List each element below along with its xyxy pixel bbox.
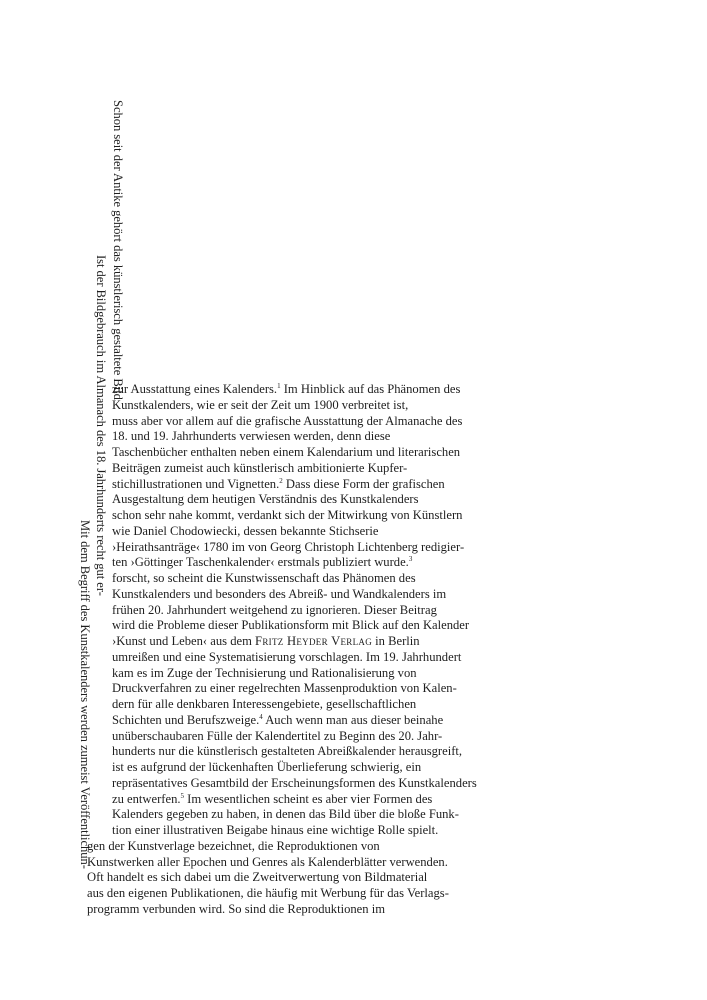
- text-line: [112, 414, 462, 429]
- vertical-text-line-1: Schon seit der Antike gehört das künstlerisch gestaltete Bild: [111, 100, 125, 400]
- text-segment: Taschenbücher enthalten neben einem Kalendarium und literarischen: [112, 445, 461, 459]
- text-segment: frühen 20. Jahrhundert weitgehend zu ignorieren. Dieser Beitrag: [112, 602, 437, 617]
- text-segment: Ausgestaltung dem heutigen Verständnis des Kunstkalenders: [112, 492, 419, 507]
- text-line: [112, 461, 407, 476]
- vertical-text-line-2: Ist der Bildgebrauch im Almanach des 18. Jahrhunderts recht gut er-: [94, 255, 108, 596]
- text-segment: schon sehr nahe kommt, verdankt sich der Mitwirkung von Künstlern: [112, 508, 463, 522]
- text-line: [112, 650, 461, 665]
- text-line: [112, 618, 469, 633]
- text-line: [112, 429, 390, 444]
- footnote-marker: 1: [277, 382, 281, 390]
- text-line: [87, 902, 385, 917]
- text-segment: unüberschaubaren Fülle der Kalendertitel zu Beginn des 20. Jahr-: [112, 728, 443, 743]
- text-line: [112, 587, 446, 602]
- text-segment: Auch wenn man aus dieser beinahe: [262, 712, 444, 727]
- text-line: [112, 398, 408, 413]
- text-segment: Oft handelt es sich dabei um die Zweitverwertung von Bildmaterial: [87, 870, 428, 885]
- text-line: [112, 823, 438, 838]
- text-segment: gen der Kunstverlage bezeichnet, die Reproduktionen von: [87, 838, 380, 853]
- text-line: [112, 445, 460, 460]
- text-segment: Im Hinblick auf das Phänomen des: [280, 382, 461, 396]
- text-segment: in Berlin: [372, 634, 420, 648]
- vertical-text-line-3: Mit dem Begriff des Kunstkalenders werden zumeist Veröffentlichun-: [78, 520, 92, 869]
- text-segment: Kalenders gegeben zu haben, in denen das Bild über die bloße Funk-: [112, 807, 459, 822]
- text-segment: Kunstkalenders und besonders des Abreiß- und Wandkalenders im: [112, 586, 447, 601]
- text-segment: umreißen und eine Systematisierung vorschlagen. Im 19. Jahrhundert: [112, 649, 462, 664]
- text-segment: Kunstkalenders, wie er seit der Zeit um 1900 verbreitet ist,: [112, 397, 409, 412]
- text-line: [112, 571, 416, 586]
- text-line: [112, 776, 477, 791]
- text-line: [112, 713, 443, 728]
- footnote-marker: 3: [408, 555, 413, 564]
- text-line: [112, 697, 416, 712]
- text-segment: tion einer illustrativen Beigabe hinaus eine wichtige Rolle spielt.: [112, 823, 439, 837]
- text-segment: stichillustrationen und Vignetten.: [112, 476, 280, 491]
- footnote-marker: 4: [259, 712, 263, 721]
- text-line: [112, 603, 437, 618]
- text-segment: forscht, so scheint die Kunstwissenschaft das Phänomen des: [112, 571, 416, 585]
- text-line: [112, 555, 412, 570]
- text-segment: ten ›Göttinger Taschenkalender‹ erstmals publiziert wurde.: [112, 555, 409, 570]
- text-line: [112, 540, 464, 555]
- text-line: [112, 477, 445, 492]
- text-segment: ›Kunst und Leben‹ aus dem: [112, 634, 256, 648]
- text-segment: hunderts nur die künstlerisch gestalteten Abreißkalender herausgreift,: [112, 744, 463, 759]
- text-segment: ist es aufgrund der lückenhaften Überlieferung schwierig, ein: [112, 760, 422, 774]
- text-segment: wie Daniel Chodowiecki, dessen bekannte Stichserie: [112, 523, 379, 538]
- text-line: [87, 886, 449, 901]
- text-segment: Beiträgen zumeist auch künstlerisch ambitionierte Kupfer-: [112, 460, 408, 475]
- text-line: [112, 760, 421, 775]
- footnote-marker: 2: [279, 476, 283, 485]
- text-segment: Schichten und Berufszweige.: [112, 712, 260, 727]
- text-line: [112, 666, 417, 681]
- text-segment: Im wesentlichen scheint es aber vier Formen des: [184, 791, 433, 806]
- text-line: [112, 807, 459, 822]
- text-line: [112, 382, 460, 397]
- text-segment: Dass diese Form der grafischen: [282, 476, 445, 491]
- text-segment: aus den eigenen Publikationen, die häufig mit Werbung für das Verlags-: [87, 886, 449, 900]
- text-segment: zur Ausstattung eines Kalenders.: [112, 382, 278, 396]
- text-segment: programm verbunden wird. So sind die Reproduktionen im: [87, 901, 386, 916]
- text-line: [112, 792, 432, 807]
- text-segment: ›Heirathsanträge‹ 1780 im von Georg Christoph Lichtenberg redigier-: [112, 539, 465, 554]
- text-segment: zu entwerfen.: [112, 791, 181, 806]
- text-segment: wird die Probleme dieser Publikationsform mit Blick auf den Kalender: [112, 618, 470, 633]
- text-segment: dern für alle denkbaren Interessengebiete, gesellschaftlichen: [112, 697, 417, 711]
- text-line: [112, 681, 457, 696]
- text-segment: kam es im Zuge der Technisierung und Rationalisierung von: [112, 665, 417, 680]
- text-segment: repräsentatives Gesamtbild der Erscheinungsformen des Kunstkalenders: [112, 775, 477, 790]
- text-line: [87, 870, 427, 885]
- text-segment: Druckverfahren zu einer regelrechten Massenproduktion von Kalen-: [112, 681, 457, 696]
- text-line: [112, 634, 420, 649]
- publisher-name: Fritz Heyder Verlag: [255, 634, 372, 648]
- text-segment: 18. und 19. Jahrhunderts verwiesen werden, denn diese: [112, 429, 391, 444]
- text-line: [112, 524, 379, 539]
- text-line: [112, 508, 462, 523]
- text-segment: muss aber vor allem auf die grafische Ausstattung der Almanache des: [112, 413, 463, 428]
- text-line: [87, 855, 448, 870]
- text-line: [112, 744, 462, 759]
- text-line: [87, 839, 380, 854]
- text-line: [112, 492, 419, 507]
- footnote-marker: 5: [180, 791, 185, 800]
- text-line: [112, 729, 442, 744]
- text-segment: Kunstwerken aller Epochen und Genres als Kalenderblätter verwenden.: [87, 854, 448, 869]
